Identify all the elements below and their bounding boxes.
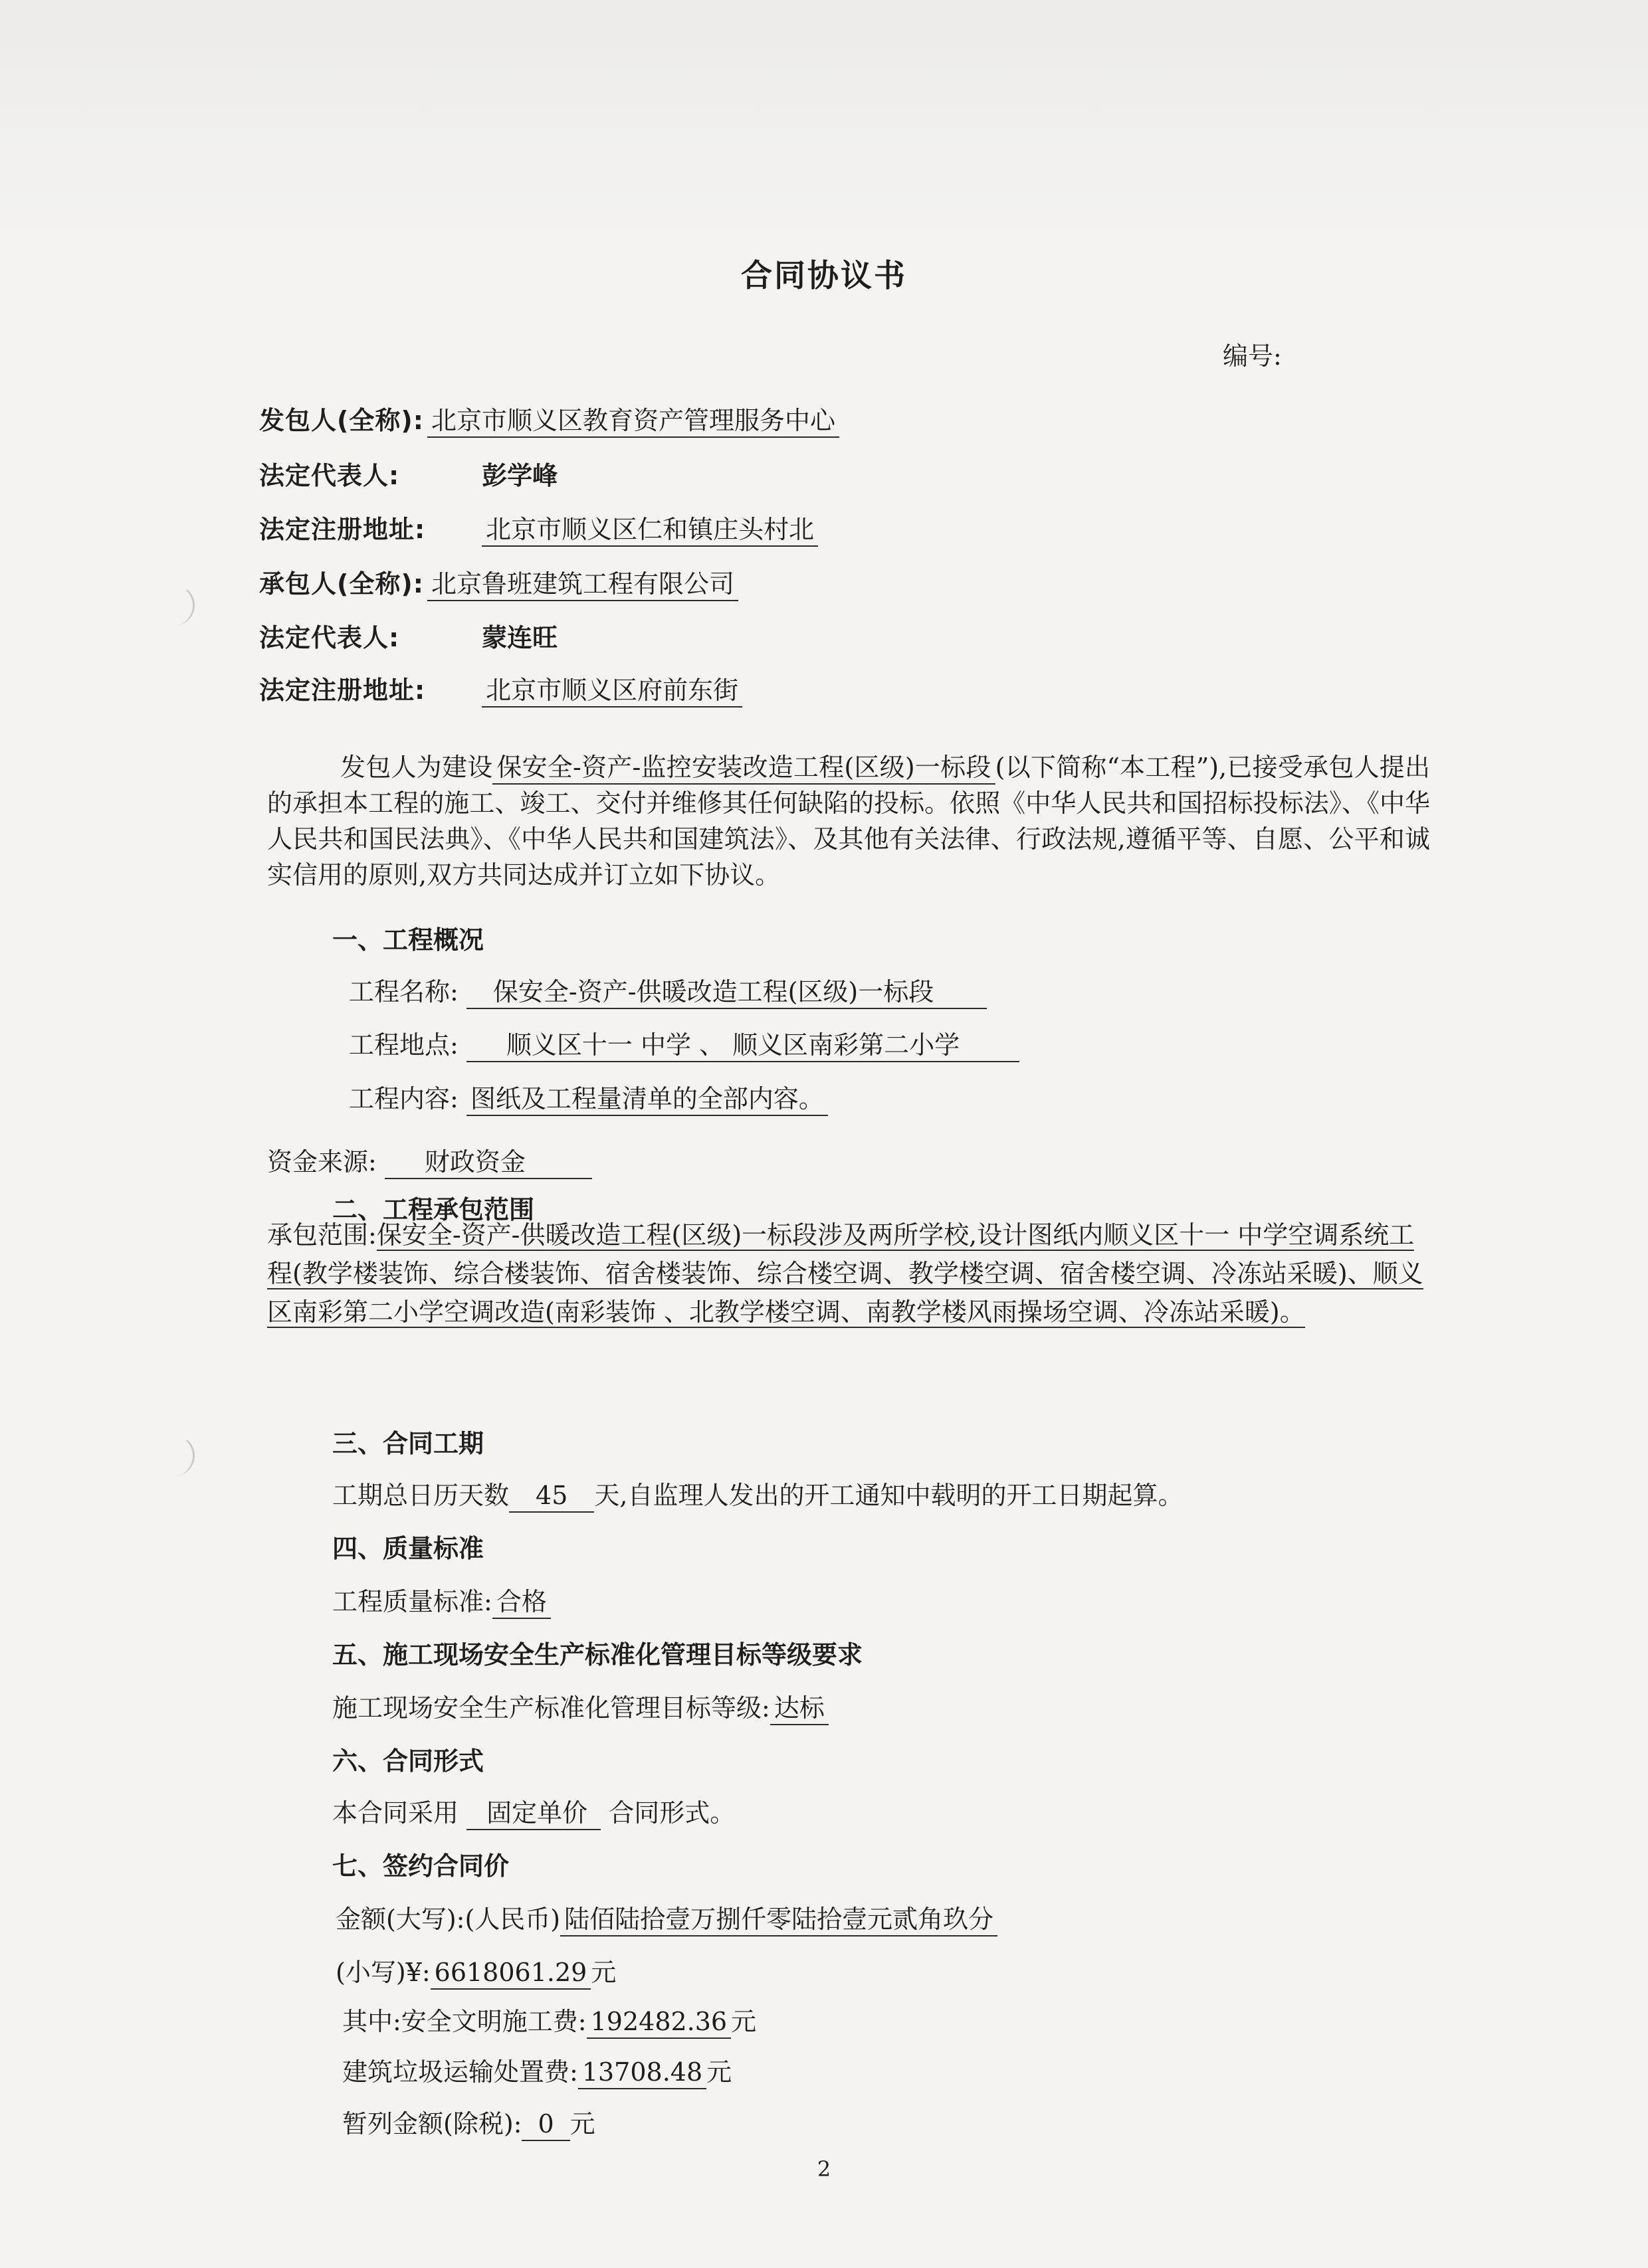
project-content-row (349, 1078, 828, 1115)
party-row-contractor (259, 563, 738, 600)
amount-upper-row (336, 1899, 997, 1935)
project-content-label: 工程内容: (349, 1084, 459, 1113)
project-location-value: 顺义区十一 中学 、 顺义区南彩第二小学 (466, 1030, 1019, 1062)
contract-form-value: 固定单价 (466, 1798, 601, 1830)
party-row-employer-address (259, 509, 818, 545)
intro-body: (以下简称“本工程”),已接受承包人提出的承担本工程的施工、竣工、交付并维修其任何缺陷的投标。依照《中华人民共和国招标投标法》、《中华人民共和国民法典》、《中华人民共和国建筑法》、及其他有关法律、行政法规,遵循平等、自愿、公平和诚实信用的原则,双方共同达成并订立如下协议。 (267, 753, 1430, 890)
waste-fee-label: 建筑垃圾运输处置费: (342, 2057, 578, 2087)
waste-fee-value: 13708.48 (578, 2057, 706, 2089)
scan-background (0, 0, 1648, 239)
party-value: 北京鲁班建筑工程有限公司 (427, 569, 738, 601)
amount-lower-value: 6618061.29 (431, 1958, 591, 1990)
provisional-sum-label: 暂列金额(除税): (342, 2109, 522, 2138)
safety-fee-label: 其中:安全文明施工费: (342, 2007, 587, 2036)
party-value: 北京市顺义区仁和镇庄头村北 (482, 515, 818, 547)
party-label: 发包人(全称): (259, 406, 424, 435)
currency-unit: 元 (706, 2057, 732, 2087)
scope-label: 承包范围: (267, 1220, 377, 1250)
section-heading-overview: 一、工程概况 (332, 925, 484, 955)
party-label: 法定代表人: (259, 623, 400, 652)
intro-prefix: 发包人为建设 (340, 753, 493, 782)
project-location-row (349, 1024, 1019, 1061)
amount-upper-label: 金额(大写):(人民币) (336, 1905, 561, 1934)
duration-row (332, 1475, 1183, 1511)
funding-source-value: 财政资金 (385, 1147, 592, 1179)
party-value: 蒙连旺 (482, 623, 558, 652)
section-heading-contract-price: 七、签约合同价 (332, 1851, 510, 1881)
project-name-label: 工程名称: (349, 977, 459, 1006)
party-label: 法定注册地址: (259, 515, 426, 544)
party-row-employer-rep (259, 455, 558, 492)
party-label: 法定代表人: (259, 461, 400, 490)
project-name-value: 保安全-资产-供暖改造工程(区级)一标段 (466, 977, 987, 1009)
party-row-contractor-address (259, 670, 742, 706)
party-label: 承包人(全称): (259, 569, 424, 599)
currency-unit: 元 (591, 1958, 617, 1987)
scope-paragraph (267, 1216, 1430, 1331)
amount-lower-row (336, 1952, 616, 1988)
party-label: 法定注册地址: (259, 676, 426, 705)
quality-value: 合格 (492, 1587, 551, 1619)
provisional-sum-row (342, 2103, 595, 2140)
contract-form-row (332, 1792, 735, 1829)
duration-days: 45 (509, 1481, 594, 1513)
waste-fee-row (342, 2051, 732, 2088)
contract-form-prefix: 本合同采用 (332, 1798, 459, 1828)
section-heading-duration: 三、合同工期 (332, 1429, 484, 1458)
party-value: 彭学峰 (482, 461, 558, 490)
funding-source-row (267, 1141, 592, 1178)
contract-number-label: 编号: (1223, 341, 1282, 371)
project-location-label: 工程地点: (349, 1030, 459, 1060)
safety-level-value: 达标 (770, 1693, 829, 1725)
party-value: 北京市顺义区教育资产管理服务中心 (427, 406, 839, 438)
section-heading-scope: 二、工程承包范围 (332, 1195, 535, 1224)
project-content-value: 图纸及工程量清单的全部内容。 (466, 1084, 828, 1116)
page-number: 2 (817, 2156, 831, 2182)
scope-text: 保安全-资产-供暖改造工程(区级)一标段涉及两所学校,设计图纸内顺义区十一 中学空调系统工程(教学楼装饰、综合楼装饰、宿舍楼装饰、综合楼空调、教学楼空调、宿舍楼空调、冷冻站采暖)、顺义区南彩第二小学空调改造(南彩装饰 、北教学楼空调、南教学楼风雨操场空调、冷冻站采暖)。 (267, 1220, 1423, 1327)
binding-hole-mark (153, 585, 195, 626)
document-title: 合同协议书 (741, 258, 907, 294)
safety-fee-row (342, 2001, 756, 2037)
amount-upper-value: 陆佰陆拾壹万捌仟零陆拾壹元贰角玖分 (560, 1905, 997, 1937)
safety-level-row (332, 1687, 829, 1724)
quality-row (332, 1581, 551, 1618)
safety-level-label: 施工现场安全生产标准化管理目标等级: (332, 1693, 770, 1723)
contract-form-suffix: 合同形式。 (609, 1798, 736, 1828)
duration-suffix: 天,自监理人发出的开工通知中载明的开工日期起算。 (594, 1481, 1184, 1510)
project-name-row (349, 971, 987, 1008)
party-row-employer (259, 400, 839, 436)
provisional-sum-value: 0 (522, 2109, 569, 2141)
intro-paragraph (267, 749, 1430, 893)
party-value: 北京市顺义区府前东街 (482, 676, 742, 708)
funding-source-label: 资金来源: (267, 1147, 377, 1177)
currency-unit: 元 (731, 2007, 757, 2036)
binding-hole-mark (153, 1435, 195, 1476)
section-heading-contract-form: 六、合同形式 (332, 1747, 484, 1776)
quality-label: 工程质量标准: (332, 1587, 492, 1616)
safety-fee-value: 192482.36 (587, 2007, 732, 2039)
section-heading-safety-level: 五、施工现场安全生产标准化管理目标等级要求 (332, 1640, 863, 1669)
duration-prefix: 工期总日历天数 (332, 1481, 510, 1510)
party-row-contractor-rep (259, 617, 558, 654)
currency-unit: 元 (569, 2109, 595, 2138)
section-heading-quality: 四、质量标准 (332, 1534, 484, 1563)
amount-lower-label: (小写)¥: (336, 1958, 431, 1987)
intro-project-name: 保安全-资产-监控安装改造工程(区级)一标段 (492, 753, 995, 785)
